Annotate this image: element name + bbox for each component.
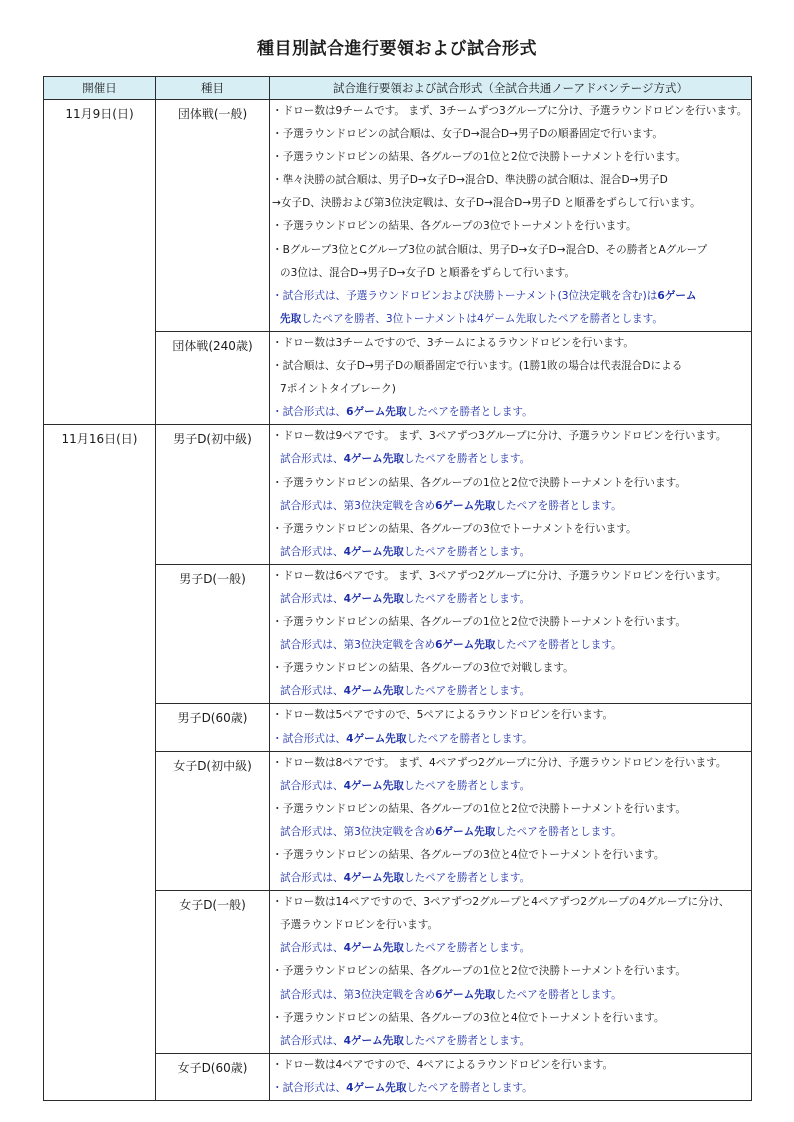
emphasis-text: 6ゲーム bbox=[657, 289, 697, 302]
emphasis-text: 4ゲーム先取 bbox=[343, 453, 404, 466]
description-line: ・予選ラウンドロビンの結果、各グループの3位でトーナメントを行います。 bbox=[272, 522, 637, 535]
description-cell bbox=[270, 564, 752, 704]
description-line: ・Bグループ3位とCグループ3位の試合順は、男子D→女子D→混合D、その勝者とAグループ bbox=[272, 243, 708, 256]
event-cell: 女子D(一般) bbox=[156, 891, 270, 1054]
format-text: したペアを勝者とします。 bbox=[403, 1034, 531, 1047]
event-cell: 男子D(一般) bbox=[156, 564, 270, 704]
description-line: ・予選ラウンドロビンの結果、各グループの1位と2位で決勝トーナメントを行います。 bbox=[272, 802, 686, 815]
description-line: ・予選ラウンドロビンの結果、各グループの1位と2位で決勝トーナメントを行います。 bbox=[272, 476, 686, 489]
emphasis-text: 6ゲーム先取 bbox=[435, 639, 496, 652]
format-text: 試合形式は、 bbox=[280, 779, 344, 792]
description-cell bbox=[270, 751, 752, 891]
format-line bbox=[270, 285, 751, 308]
emphasis-text: 4ゲーム先取 bbox=[343, 1034, 404, 1047]
format-line bbox=[270, 984, 751, 1007]
table-row bbox=[44, 100, 752, 332]
description-line: ・予選ラウンドロビンの結果、各グループの1位と2位で決勝トーナメントを行います。 bbox=[272, 965, 686, 978]
description-line: ・ドロー数は5ペアですので、5ペアによるラウンドロビンを行います。 bbox=[272, 709, 614, 722]
description-line: ・予選ラウンドロビンの結果、各グループの3位と4位でトーナメントを行います。 bbox=[272, 849, 665, 861]
description-line: ・ドロー数は9チームです。 まず、3チームずつ3グループに分け、予選ラウンドロビンを行います。 bbox=[272, 105, 748, 117]
table-body bbox=[44, 100, 752, 1101]
date-cell: 11月9日(日) bbox=[44, 100, 156, 425]
description-cell bbox=[270, 425, 752, 565]
description-cell bbox=[270, 100, 752, 332]
format-text: したペアを勝者とします。 bbox=[403, 872, 531, 885]
format-line bbox=[270, 937, 751, 960]
description-line: 7ポイントタイブレーク) bbox=[280, 383, 396, 396]
format-line bbox=[270, 448, 751, 471]
format-text: 試合形式は、第3位決定戦を含め bbox=[280, 825, 436, 838]
table-header bbox=[44, 77, 752, 100]
event-cell: 団体戦(一般) bbox=[156, 100, 270, 332]
description-line: の3位は、混合D→男子D→女子D と順番をずらして行います。 bbox=[280, 266, 576, 279]
format-line bbox=[270, 1030, 751, 1053]
format-line bbox=[270, 495, 751, 518]
event-cell: 女子D(60歳) bbox=[156, 1053, 270, 1100]
description-cell bbox=[270, 704, 752, 751]
format-text: したペアを勝者とします。 bbox=[406, 1081, 533, 1094]
format-text: したペアを勝者とします。 bbox=[406, 732, 533, 745]
header-event: 種目 bbox=[156, 77, 270, 100]
description-line: ・ドロー数は9ペアです。 まず、3ペアずつ3グループに分け、予選ラウンドロビンを行います。 bbox=[272, 430, 727, 443]
format-text: 試合形式は、 bbox=[280, 942, 344, 955]
format-line bbox=[270, 821, 751, 844]
header-description: 試合進行要領および試合形式（全試合共通ノーアドバンテージ方式） bbox=[270, 77, 752, 100]
description-line: ・ドロー数は3チームですので、3チームによるラウンドロビンを行います。 bbox=[272, 336, 635, 349]
format-text: したペアを勝者とします。 bbox=[495, 988, 622, 1001]
format-text: ・試合形式は、予選ラウンドロビンおよび決勝トーナメント(3位決定戦を含む)は bbox=[272, 289, 658, 302]
emphasis-text: 先取 bbox=[280, 312, 302, 325]
format-text: したペアを勝者、3位トーナメントは4ゲーム先取したペアを勝者とします。 bbox=[301, 312, 663, 325]
format-text: したペアを勝者とします。 bbox=[403, 453, 531, 466]
format-text: ・試合形式は、 bbox=[272, 732, 347, 745]
description-line: ・ドロー数は14ペアですので、3ペアずつ2グループと4ペアずつ2グループの4グループに分け、 bbox=[272, 896, 730, 909]
format-text: 試合形式は、 bbox=[280, 872, 344, 885]
table-row bbox=[44, 425, 752, 565]
format-text: ・試合形式は、 bbox=[272, 406, 347, 419]
emphasis-text: 4ゲーム先取 bbox=[343, 545, 404, 558]
description-cell bbox=[270, 331, 752, 424]
format-text: 試合形式は、 bbox=[280, 1034, 344, 1047]
format-text: 試合形式は、第3位決定戦を含め bbox=[280, 988, 436, 1001]
description-cell bbox=[270, 1053, 752, 1100]
description-line: ・予選ラウンドロビンの結果、各グループの3位と4位でトーナメントを行います。 bbox=[272, 1011, 665, 1024]
description-line: ・準々決勝の試合順は、男子D→女子D→混合D、準決勝の試合順は、混合D→男子D bbox=[272, 174, 668, 187]
format-text: したペアを勝者とします。 bbox=[403, 685, 531, 698]
description-line: ・ドロー数は4ペアですので、4ペアによるラウンドロビンを行います。 bbox=[272, 1058, 614, 1071]
event-cell: 団体戦(240歳) bbox=[156, 331, 270, 424]
emphasis-text: 6ゲーム先取 bbox=[435, 825, 496, 838]
date-cell: 11月16日(日) bbox=[44, 425, 156, 1101]
schedule-table bbox=[43, 76, 752, 1101]
event-cell: 男子D(初中級) bbox=[156, 425, 270, 565]
emphasis-text: 4ゲーム先取 bbox=[343, 592, 404, 605]
format-text: したペアを勝者とします。 bbox=[495, 639, 622, 652]
emphasis-text: 6ゲーム先取 bbox=[435, 499, 496, 512]
format-text: したペアを勝者とします。 bbox=[403, 592, 531, 605]
header-date: 開催日 bbox=[44, 77, 156, 100]
description-line: ・予選ラウンドロビンの結果、各グループの3位で対戦します。 bbox=[272, 662, 574, 675]
emphasis-text: 4ゲーム先取 bbox=[346, 732, 407, 745]
format-text: したペアを勝者とします。 bbox=[403, 779, 531, 792]
description-line: ・予選ラウンドロビンの試合順は、女子D→混合D→男子Dの順番固定で行います。 bbox=[272, 128, 663, 141]
emphasis-text: 6ゲーム先取 bbox=[435, 988, 496, 1001]
format-line bbox=[270, 401, 751, 424]
format-text: したペアを勝者とします。 bbox=[403, 545, 531, 558]
emphasis-text: 4ゲーム先取 bbox=[343, 942, 404, 955]
format-line bbox=[270, 1077, 751, 1100]
emphasis-text: 4ゲーム先取 bbox=[343, 779, 404, 792]
format-text: 試合形式は、 bbox=[280, 453, 344, 466]
emphasis-text: 4ゲーム先取 bbox=[343, 872, 404, 885]
format-text: 試合形式は、 bbox=[280, 545, 344, 558]
description-line: →女子D、決勝および第3位決定戦は、女子D→混合D→男子D と順番をずらして行います。 bbox=[272, 197, 701, 210]
emphasis-text: 4ゲーム先取 bbox=[343, 685, 404, 698]
emphasis-text: 4ゲーム先取 bbox=[346, 1081, 407, 1094]
event-cell: 男子D(60歳) bbox=[156, 704, 270, 751]
emphasis-text: 6ゲーム先取 bbox=[346, 406, 407, 419]
format-text: したペアを勝者とします。 bbox=[495, 499, 622, 512]
format-line bbox=[270, 588, 751, 611]
format-text: 試合形式は、 bbox=[280, 685, 344, 698]
page-title: 種目別試合進行要領および試合形式 bbox=[257, 39, 537, 59]
format-line bbox=[270, 541, 751, 564]
format-text: したペアを勝者とします。 bbox=[406, 406, 533, 419]
format-text: したペアを勝者とします。 bbox=[495, 825, 622, 838]
format-text: 試合形式は、第3位決定戦を含め bbox=[280, 639, 436, 652]
description-line: ・試合順は、女子D→男子Dの順番固定で行います。(1勝1敗の場合は代表混合Dによる bbox=[272, 360, 683, 373]
event-cell: 女子D(初中級) bbox=[156, 751, 270, 891]
description-line: ・予選ラウンドロビンの結果、各グループの3位でトーナメントを行います。 bbox=[272, 220, 637, 233]
format-line bbox=[270, 680, 751, 703]
format-line bbox=[270, 634, 751, 657]
description-line: 予選ラウンドロビンを行います。 bbox=[280, 919, 439, 932]
description-cell bbox=[270, 891, 752, 1054]
description-line: ・ドロー数は8ペアです。 まず、4ペアずつ2グループに分け、予選ラウンドロビンを行います。 bbox=[272, 756, 727, 769]
format-text: したペアを勝者とします。 bbox=[403, 942, 531, 955]
format-line bbox=[270, 728, 751, 751]
format-line bbox=[270, 775, 751, 798]
description-line: ・予選ラウンドロビンの結果、各グループの1位と2位で決勝トーナメントを行います。 bbox=[272, 616, 686, 629]
description-line: ・予選ラウンドロビンの結果、各グループの1位と2位で決勝トーナメントを行います。 bbox=[272, 151, 686, 164]
format-line bbox=[270, 867, 751, 890]
format-text: ・試合形式は、 bbox=[272, 1081, 347, 1094]
format-text: 試合形式は、第3位決定戦を含め bbox=[280, 499, 436, 512]
description-line: ・ドロー数は6ペアです。 まず、3ペアずつ2グループに分け、予選ラウンドロビンを行います。 bbox=[272, 569, 727, 582]
format-text: 試合形式は、 bbox=[280, 592, 344, 605]
format-line bbox=[270, 308, 751, 331]
